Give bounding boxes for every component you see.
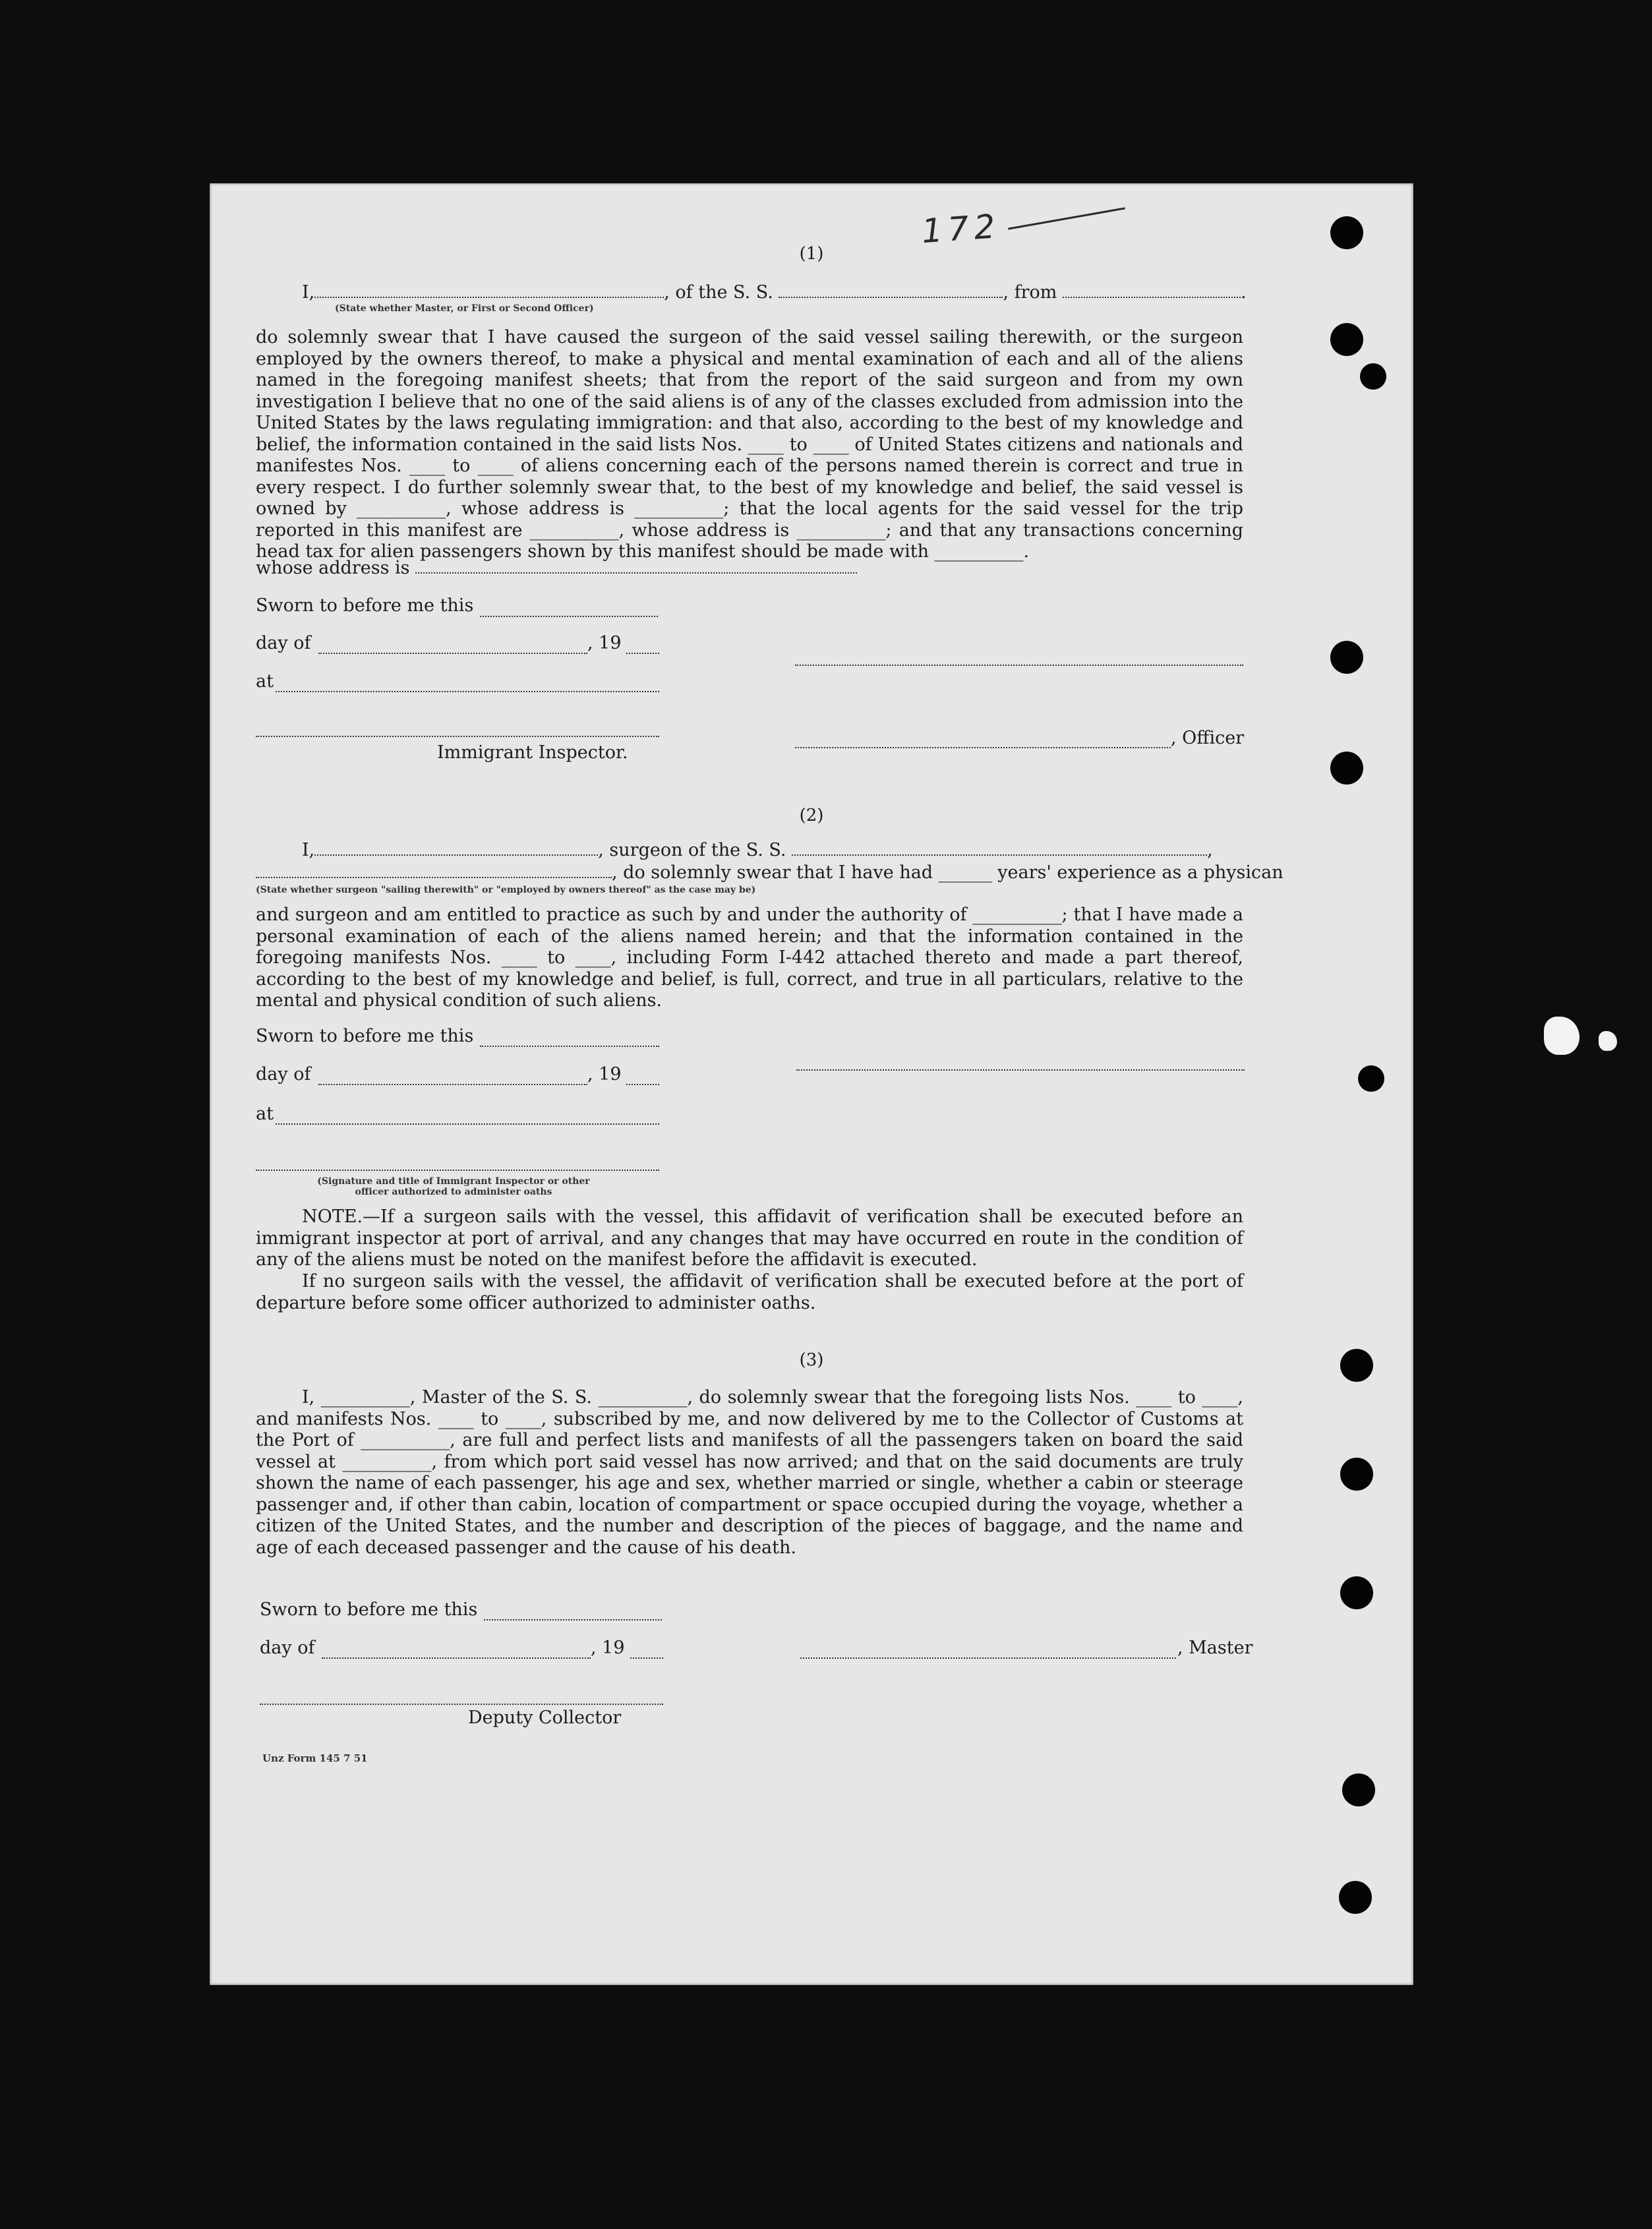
year-label: , 19	[587, 1064, 622, 1085]
punch-hole	[1340, 1576, 1373, 1609]
day-field	[318, 653, 587, 654]
paper-damage	[1599, 1031, 1617, 1051]
surgeon-note: (State whether surgeon "sailing therewith" or "employed by owners thereof" as the case may be)	[256, 885, 756, 895]
day-field	[322, 1657, 591, 1659]
section1-body: do solemnly swear that I have caused the surgeon of the said vessel sailing therewith, or the surgeon employed by the owners thereof, to make a physical and mental examination of each and all of the aliens named in the foregoing manifest sheets; that from the report of the said surgeon and from my own investigation I believe that no one of the said aliens is of any of the classes excluded from admission into the United States by the laws regulating immigration: and that also, according to the best of my knowledge and belief, the information contained in the said lists Nos. ____ to ____ of United States citizens and nationals and manifestes Nos. ____ to ____ of aliens concerning each of the persons named therein is correct and true in every respect. I do further solemnly swear that, to the best of my knowledge and belief, the said vessel is owned by __________, whose address is __________; that the local agents for the said vessel for the trip reported in this manifest are __________, whose address is __________; and that any transactions concerning head tax for alien passengers shown by this manifest should be made with __________.	[256, 327, 1243, 562]
officer-note: (State whether Master, or First or Second Officer)	[335, 303, 594, 314]
year-field	[626, 653, 659, 654]
inspector-label: Immigrant Inspector.	[437, 742, 628, 763]
officer-signature-line	[795, 747, 1171, 748]
sworn-label: Sworn to before me this	[256, 1026, 474, 1046]
day-field	[318, 1084, 587, 1085]
punch-hole	[1339, 1881, 1372, 1914]
punch-hole	[1330, 752, 1363, 785]
section1-declarant-line: I, , of the S. S. , from .	[302, 282, 1247, 303]
year-label: , 19	[587, 633, 622, 653]
handwritten-stroke	[1008, 207, 1125, 229]
section2-experience-line: , do solemnly swear that I have had ______ years' experience as a physican	[256, 862, 1243, 883]
day-of-label: day of	[256, 1064, 311, 1085]
master-label: , Master	[1177, 1638, 1253, 1658]
section2-declarant-line: I, , surgeon of the S. S. ,	[302, 840, 1213, 860]
signature-note: (Signature and title of Immigrant Inspector or other officer authorized to administer oaths	[317, 1176, 590, 1197]
place-field	[276, 1123, 659, 1125]
punch-hole	[1340, 1458, 1373, 1491]
sworn-date-field	[484, 1619, 662, 1620]
punch-hole	[1330, 323, 1363, 356]
punch-hole	[1360, 363, 1386, 390]
officer-label: , Officer	[1171, 728, 1245, 748]
year-field	[626, 1084, 659, 1085]
section3-body: I, __________, Master of the S. S. __________, do solemnly swear that the foregoing lists Nos. ____ to ____, and manifests Nos. ____ to ____, subscribed by me, and now delivered by me to the Collector of Customs at the Port of __________, are full and perfect lists and manifests of all the passengers taken on board the said vessel at __________, from which port said vessel has now arrived; and that on the said documents are truly shown the name of each passenger, his age and sex, whether married or single, whether a cabin or steerage passenger and, if other than cabin, location of compartment or space occupied during the voyage, whether a citizen of the United States, and the number and description of the pieces of baggage, and the name and age of each deceased passenger and the cause of his death.	[256, 1387, 1243, 1558]
master-signature-line	[800, 1657, 1176, 1659]
collector-signature-line	[260, 1704, 663, 1705]
sworn-date-field	[480, 616, 658, 617]
inspector-signature-line	[256, 1170, 659, 1171]
section2-body: and surgeon and am entitled to practice as such by and under the authority of __________; that I have made a personal examination of each of the aliens named herein; and that the information contained in the foregoing manifests Nos. ____ to ____, including Form I-442 attached thereto and made a part thereof, according to the best of my knowledge and belief, is full, correct, and true in all particulars, relative to the mental and physical condition of such aliens.	[256, 905, 1243, 1011]
handwritten-page-number: 172	[920, 206, 1002, 251]
day-of-label: day of	[260, 1638, 315, 1658]
form-identifier: Unz Form 145 7 51	[262, 1752, 368, 1764]
punch-hole	[1358, 1065, 1384, 1092]
section1-whose-address: whose address is	[256, 558, 1243, 579]
inspector-signature-line	[256, 736, 659, 737]
sworn-label: Sworn to before me this	[260, 1599, 478, 1620]
paper-damage	[1544, 1017, 1579, 1055]
place-field	[276, 691, 659, 692]
document-page	[210, 183, 1413, 1985]
sworn-label: Sworn to before me this	[256, 595, 474, 616]
collector-label: Deputy Collector	[468, 1708, 622, 1728]
section-number: (1)	[799, 244, 824, 264]
punch-hole	[1342, 1773, 1375, 1806]
at-label: at	[256, 1104, 274, 1124]
sworn-date-field	[480, 1046, 659, 1047]
punch-hole	[1330, 641, 1363, 674]
section-number: (2)	[799, 806, 824, 825]
note-paragraph: NOTE.—If a surgeon sails with the vessel, this affidavit of verification shall be executed before an immigrant inspector at port of arrival, and any changes that may have occurred en route in the condition of any of the aliens must be noted on the manifest before the affidavit is executed.	[256, 1206, 1243, 1270]
year-label: , 19	[591, 1638, 625, 1658]
note-paragraph: If no surgeon sails with the vessel, the affidavit of verification shall be executed before at the port of departure before some officer authorized to administer oaths.	[256, 1271, 1243, 1313]
year-field	[630, 1657, 663, 1659]
day-of-label: day of	[256, 633, 311, 653]
signature-line	[796, 1069, 1245, 1071]
signature-line	[795, 665, 1243, 666]
at-label: at	[256, 671, 274, 692]
section-number: (3)	[799, 1350, 824, 1370]
